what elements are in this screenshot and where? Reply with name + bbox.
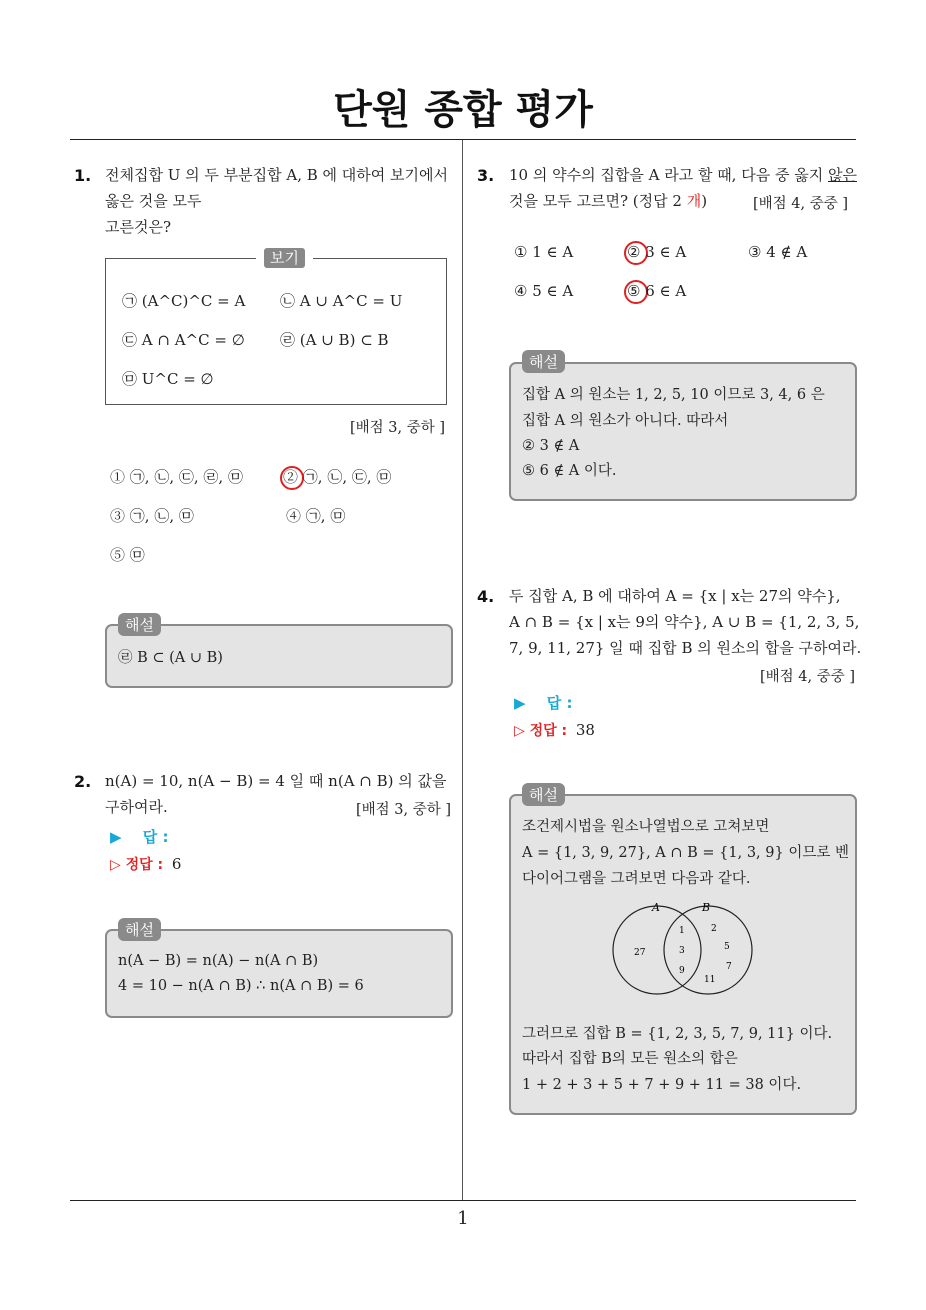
q1-bogi-item: ㉠ (A^C)^C = A: [122, 292, 246, 310]
q2-number: 2.: [74, 772, 92, 791]
q4-text-line2: A ∩ B = {x | x는 9의 약수}, A ∪ B = {1, 2, 3, 5,: [509, 613, 860, 631]
venn-value: 1: [679, 926, 685, 936]
page-title: 단원 종합 평가: [333, 87, 593, 133]
venn-value: 5: [724, 942, 730, 952]
q3-choice-5[interactable]: ⑤ 6 ∈ A: [630, 282, 686, 300]
q1-choice-4[interactable]: ④ ㉠, ㉤: [286, 507, 346, 525]
q2-explanation-line1: n(A − B) = n(A) − n(A ∩ B): [118, 953, 319, 969]
q1-explanation-text: ㉣ B ⊂ (A ∪ B): [118, 650, 223, 666]
venn-value: 2: [711, 924, 717, 934]
page-number: 1: [457, 1208, 469, 1229]
q1-bogi-label: 보기: [256, 247, 313, 268]
q4-number: 4.: [477, 587, 495, 606]
q3-explanation-label: 해설: [522, 350, 565, 373]
q2-explanation-label: 해설: [118, 918, 161, 941]
q1-bogi-item: ㉤ U^C = ∅: [122, 370, 214, 388]
q3-text-line2: 것을 모두 고르면? (정답 2 개): [509, 192, 708, 210]
q2-explanation-line2: 4 = 10 − n(A ∩ B) ∴ n(A ∩ B) = 6: [118, 978, 364, 994]
q1-bogi-item: ㉢ A ∩ A^C = ∅: [122, 331, 245, 349]
q2-correct-line: ▷ 정답 : 6: [110, 855, 182, 873]
q4-text-line1: 두 집합 A, B 에 대하여 A = {x | x는 27의 약수},: [509, 587, 841, 605]
q4-answer-line[interactable]: ▶ 답 :: [514, 694, 573, 712]
q1-choice-2[interactable]: ② ㉠, ㉡, ㉢, ㉤: [286, 466, 391, 487]
q4-explanation-label: 해설: [522, 783, 565, 806]
q2-text-line1: n(A) = 10, n(A − B) = 4 일 때 n(A ∩ B) 의 값을: [105, 772, 447, 790]
q1-bogi-item: ㉡ A ∪ A^C = U: [280, 292, 403, 310]
q4-explanation-line3: 다이어그램을 그려보면 다음과 같다.: [522, 871, 751, 887]
venn-value: 7: [726, 962, 732, 972]
venn-diagram: [600, 898, 770, 1003]
footer-divider: [70, 1200, 856, 1201]
q3-explanation-line3: ② 3 ∉ A: [522, 438, 580, 454]
venn-value: 3: [679, 946, 685, 956]
q3-explanation-line2: 집합 A 의 원소가 아니다. 따라서: [522, 413, 729, 429]
q4-explanation-line2: A = {1, 3, 9, 27}, A ∩ B = {1, 3, 9} 이므로 벤: [522, 845, 849, 861]
q3-choice-2[interactable]: ② 3 ∈ A: [630, 243, 686, 261]
q1-text-line1: 전체집합 U 의 두 부분집합 A, B 에 대하여 보기에서: [105, 166, 448, 184]
q3-choice-3[interactable]: ③ 4 ∉ A: [748, 243, 808, 261]
q1-explanation-label: 해설: [118, 613, 161, 636]
outline-arrow-icon: ▷: [110, 857, 121, 873]
q3-explanation-line1: 집합 A 의 원소는 1, 2, 5, 10 이므로 3, 4, 6 은: [522, 387, 825, 403]
q3-text-line1: 10 의 약수의 집합을 A 라고 할 때, 다음 중 옳지 않은: [509, 166, 857, 184]
venn-circle-a: [613, 906, 701, 994]
q3-choice-1[interactable]: ① 1 ∈ A: [514, 243, 574, 261]
q1-bogi-item: ㉣ (A ∪ B) ⊂ B: [280, 331, 389, 349]
q3-choice-4[interactable]: ④ 5 ∈ A: [514, 282, 574, 300]
q4-correct-line: ▷ 정답 : 38: [514, 721, 595, 739]
q4-score: [배점 4, 중중 ]: [760, 669, 856, 685]
venn-value: 9: [679, 966, 685, 976]
play-arrow-icon: ▶: [110, 828, 122, 846]
venn-value: 27: [634, 948, 646, 958]
title-divider: [70, 139, 856, 140]
column-divider: [462, 140, 463, 1200]
q4-explanation-line6: 1 + 2 + 3 + 5 + 7 + 9 + 11 = 38 이다.: [522, 1077, 802, 1093]
q2-score: [배점 3, 중하 ]: [356, 802, 452, 818]
q4-explanation-line4: 그러므로 집합 B = {1, 2, 3, 5, 7, 9, 11} 이다.: [522, 1026, 833, 1042]
q1-choice-1[interactable]: ① ㉠, ㉡, ㉢, ㉣, ㉤: [110, 468, 243, 486]
q3-number: 3.: [477, 166, 495, 185]
venn-label-a: A: [652, 901, 660, 914]
q4-explanation-line5: 따라서 집합 B의 모든 원소의 합은: [522, 1051, 738, 1067]
q3-explanation-line4: ⑤ 6 ∉ A 이다.: [522, 463, 617, 479]
q2-text-line2: 구하여라.: [105, 798, 168, 816]
q3-score: [배점 4, 중중 ]: [753, 196, 849, 212]
q1-choice-5[interactable]: ⑤ ㉤: [110, 546, 145, 564]
venn-value: 11: [704, 975, 716, 985]
q1-score: [배점 3, 중하 ]: [350, 420, 446, 436]
q2-answer-line[interactable]: ▶ 답 :: [110, 828, 169, 846]
q1-number: 1.: [74, 166, 92, 185]
q1-text-line2: 옳은 것을 모두: [105, 192, 202, 210]
play-arrow-icon: ▶: [514, 694, 526, 712]
q1-choice-3[interactable]: ③ ㉠, ㉡, ㉤: [110, 507, 194, 525]
venn-label-b: B: [702, 901, 711, 914]
q1-text-line3: 고른것은?: [105, 218, 172, 236]
q4-text-line3: 7, 9, 11, 27} 일 때 집합 B 의 원소의 합을 구하여라.: [509, 639, 862, 657]
outline-arrow-icon: ▷: [514, 723, 525, 739]
q4-explanation-line1: 조건제시법을 원소나열법으로 고쳐보면: [522, 819, 770, 835]
